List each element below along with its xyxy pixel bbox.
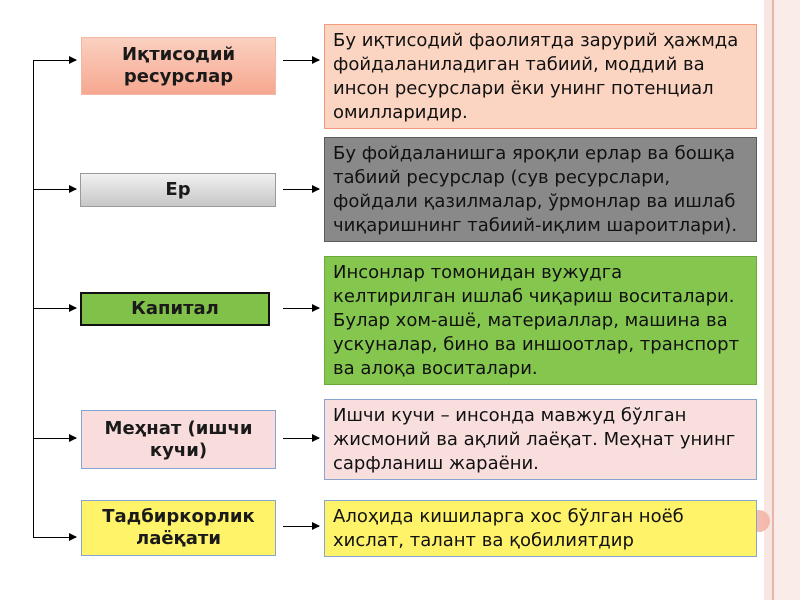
arrow-to-description-2: [283, 189, 319, 190]
arrow-to-term-5: [33, 537, 76, 538]
arrow-to-term-1: [33, 60, 76, 61]
arrow-to-term-2: [33, 189, 76, 190]
description-capital: Инсонлар томонидан вужудга келтирилган ишлаб чиқариш воситалари. Булар хом-ашё, материаллар, машина ва ускуналар, бино ва иншоотлар, транспорт ва алоқа воситалари.: [324, 256, 757, 385]
description-land: Бу фойдаланишга яроқли ерлар ва бошқа табиий ресурслар (сув ресурслари, фойдали қазилмалар, ўрмонлар ва ишлаб чиқаришнинг табиий-иқлим шароитлари).: [324, 137, 757, 242]
description-entrepreneurship: Алоҳида кишиларга хос бўлган ноёб хислат, талант ва қобилиятдир: [324, 500, 757, 557]
arrow-to-term-4: [33, 438, 76, 439]
term-labor: Меҳнат (ишчи кучи): [81, 410, 276, 469]
term-land: Ер: [80, 173, 276, 207]
arrow-to-description-3: [283, 308, 319, 309]
left-connector-line: [33, 60, 34, 538]
arrow-to-description-5: [283, 526, 319, 527]
term-entrepreneurship: Тадбиркорлик лаёқати: [81, 500, 276, 556]
description-labor: Ишчи кучи – инсонда мавжуд бўлган жисмоний ва ақлий лаёқат. Меҳнат унинг сарфланиш жараёни.: [324, 399, 757, 480]
decorative-side-strip: [764, 0, 800, 600]
term-economic-resources: Иқтисодий ресурслар: [81, 37, 276, 95]
arrow-to-description-1: [283, 60, 319, 61]
description-economic-resources: Бу иқтисодий фаолиятда зарурий ҳажмда фойдаланиладиган табиий, моддий ва инсон ресурслари ёки унинг потенциал омилларидир.: [324, 24, 757, 129]
arrow-to-term-3: [33, 308, 76, 309]
arrow-to-description-4: [283, 438, 319, 439]
term-capital: Капитал: [80, 292, 270, 326]
